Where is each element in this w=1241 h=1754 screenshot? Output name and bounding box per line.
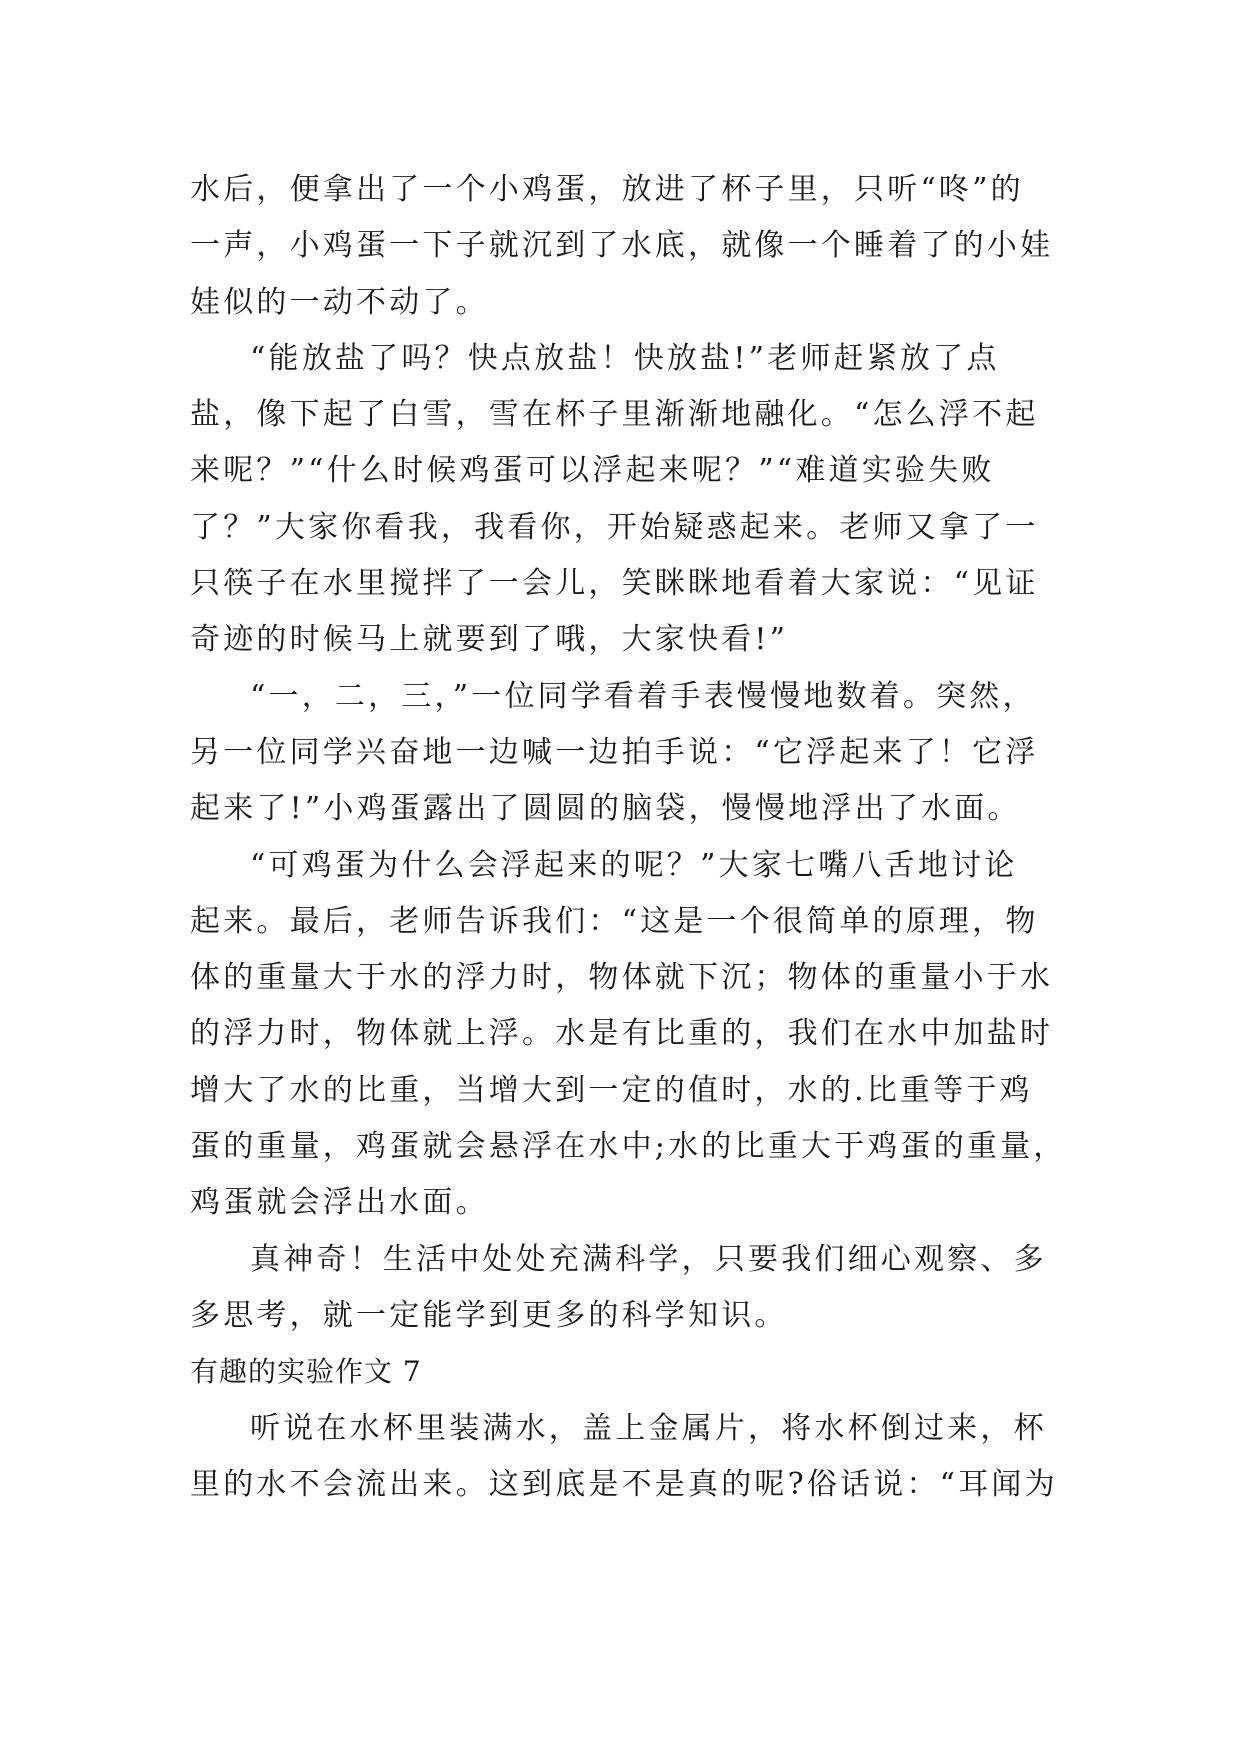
text-line: 里的水不会流出来。这到底是不是真的呢?俗话说：“耳闻为 bbox=[190, 1466, 1058, 1502]
text-line: “一，二，三，”一位同学看着手表慢慢地数着。突然， bbox=[250, 678, 1036, 714]
document-body bbox=[190, 162, 1067, 1513]
text-line: “可鸡蛋为什么会浮起来的呢？”大家七嘴八舌地讨论 bbox=[250, 847, 1018, 883]
text-line: 水后，便拿出了一个小鸡蛋，放进了杯子里，只听“咚”的 bbox=[190, 172, 1024, 207]
text-line: “能放盐了吗？快点放盐！快放盐!”老师赶紧放了点 bbox=[250, 340, 1000, 376]
paragraph bbox=[190, 331, 1050, 669]
paragraph bbox=[190, 1401, 1058, 1514]
text-line: 鸡蛋就会浮出水面。 bbox=[190, 1185, 489, 1221]
text-line: 起来。最后，老师告诉我们：“这是一个很简单的原理，物 bbox=[190, 903, 1039, 939]
section-title: 有趣的实验作文 7 bbox=[190, 1355, 422, 1389]
text-line: 体的重量大于水的浮力时，物体就下沉；物体的重量小于水 bbox=[190, 960, 1054, 996]
paragraph bbox=[190, 669, 1050, 838]
text-line: 听说在水杯里装满水，盖上金属片，将水杯倒过来，杯 bbox=[250, 1410, 1047, 1446]
text-line: 来呢？”“什么时候鸡蛋可以浮起来呢？”“难道实验失败 bbox=[190, 453, 995, 489]
paragraph bbox=[190, 162, 1054, 331]
text-line: 起来了!”小鸡蛋露出了圆圆的脑袋，慢慢地浮出了水面。 bbox=[190, 791, 1021, 827]
paragraph bbox=[190, 838, 1067, 1232]
text-line: 盐，像下起了白雪，雪在杯子里渐渐地融化。“怎么浮不起 bbox=[190, 397, 1039, 433]
text-line: 的浮力时，物体就上浮。水是有比重的，我们在水中加盐时 bbox=[190, 1016, 1054, 1052]
text-line: 另一位同学兴奋地一边喊一边拍手说：“它浮起来了！它浮 bbox=[190, 734, 1039, 770]
paragraph bbox=[190, 1232, 1050, 1345]
text-line: 蛋的重量，鸡蛋就会悬浮在水中;水的比重大于鸡蛋的重量， bbox=[190, 1129, 1067, 1165]
text-line: 真神奇！生活中处处充满科学，只要我们细心观察、多 bbox=[250, 1241, 1047, 1277]
text-line: 一声，小鸡蛋一下子就沉到了水底，就像一个睡着了的小娃 bbox=[190, 228, 1054, 264]
text-line: 奇迹的时候马上就要到了哦，大家快看!” bbox=[190, 622, 789, 658]
text-line: 娃似的一动不动了。 bbox=[190, 284, 489, 320]
text-line: 多思考，就一定能学到更多的科学知识。 bbox=[190, 1297, 788, 1333]
text-line: 只筷子在水里搅拌了一会儿，笑眯眯地看着大家说：“见证 bbox=[190, 566, 1039, 602]
text-line: 了？”大家你看我，我看你，开始疑惑起来。老师又拿了一 bbox=[190, 509, 1039, 545]
text-line: 增大了水的比重，当增大到一定的值时，水的.比重等于鸡 bbox=[190, 1072, 1033, 1108]
